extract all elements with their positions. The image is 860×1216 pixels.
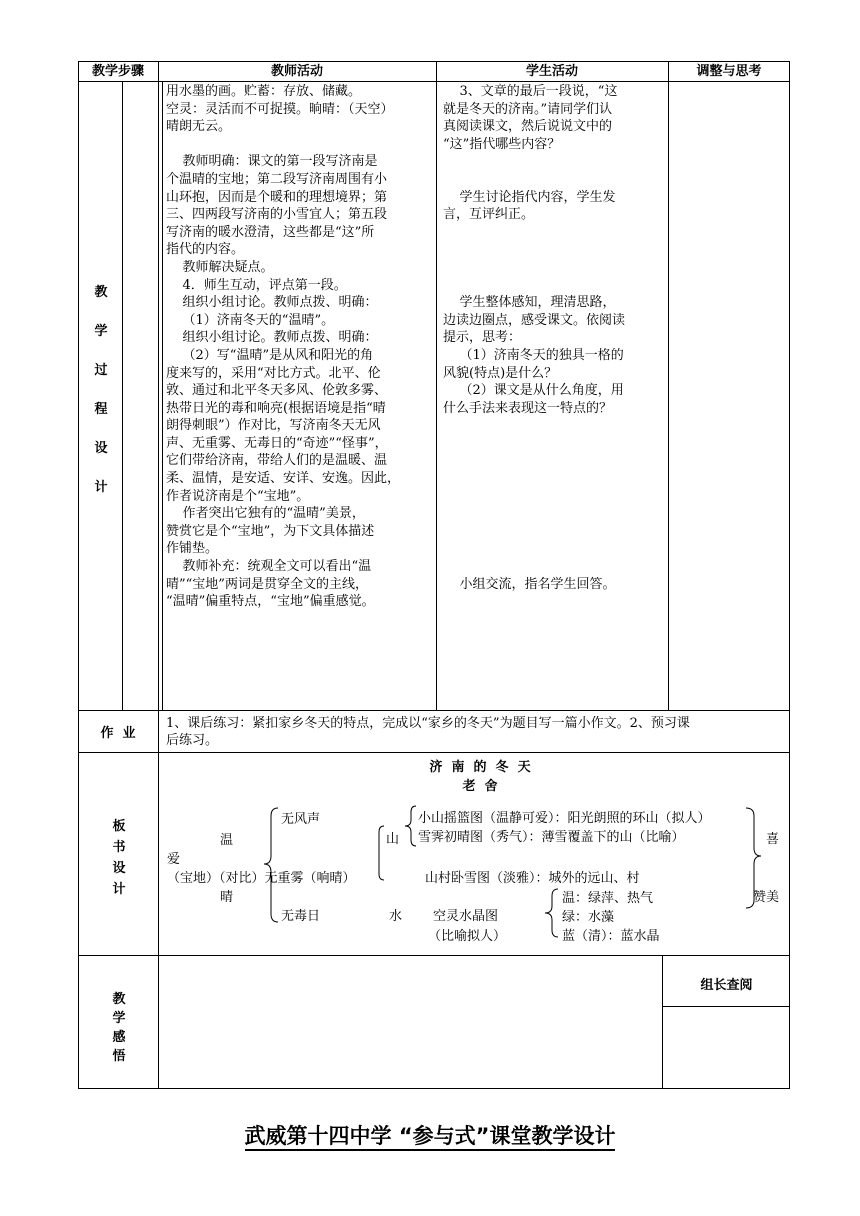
reflection-label-char: 悟 [112,1049,126,1064]
teacher-line: 指代的内容。 [166,242,245,258]
teacher-line: 声、无重雾、无毒日的“奇迹”“怪事”， [166,435,388,451]
student-line: 学生讨论指代内容，学生发 [443,189,616,205]
student-line: （2）课文是从什么角度，用 [443,383,624,399]
footer-title-text: 武威第十四中学 “参与式”课堂教学设计 [245,1124,616,1151]
teacher-line: “温晴”偏重特点，“宝地”偏重感觉。 [166,594,375,610]
header-steps: 教学步骤 [91,64,144,79]
board-xueji: 雪霁初晴图（秀气）：薄雪覆盖下的山（比喻） [418,830,685,845]
teacher-line: 晴”“宝地”两词是贯穿全文的主线， [166,576,368,592]
homework-line1: 1、课后练习：紧扣家乡冬天的特点，完成以“家乡的冬天”为题目写一篇小作文。2、预习课 [166,716,690,731]
footer-title [0,1120,860,1150]
board-shui: 水 [389,909,403,924]
header-teacher: 教师活动 [270,64,323,79]
teacher-line: 组织小组讨论。教师点拨、明确： [166,295,378,311]
student-line: “这”指代哪些内容？ [443,136,561,152]
teacher-line: 组织小组讨论。教师点拨、明确： [166,330,378,346]
board-zanmei: 赞美 [753,890,780,905]
process-label-char: 设 [94,441,108,456]
board-wen: 温 [220,833,234,848]
student-line: （1）济南冬天的独具一格的 [443,347,624,363]
board-baodi: （宝地）（对比）无重雾（响晴） [167,871,356,886]
header-adjust: 调整与思考 [696,64,762,79]
student-line: 小组交流，指名学生回答。 [443,576,616,592]
teacher-line: 赞赏它是个“宝地”，为下文具体描述 [166,523,375,539]
board-label-char: 板 [112,819,126,834]
board-author: 老 舍 [462,779,498,794]
board-ai: 爱 [167,852,181,867]
teacher-line: （2）写“温晴”是从风和阳光的角 [166,347,374,363]
teacher-line: 4．师生互动，评点第一段。 [166,277,347,293]
board-label-char: 设 [112,861,126,876]
board-shan: 山 [386,832,400,847]
board-title: 济 南 的 冬 天 [429,760,531,775]
student-line: 就是冬天的济南。”请同学们认 [443,101,613,117]
teacher-line: 用水墨的画。贮蓄：存放、储藏。 [166,84,362,99]
student-line: 边读边圈点，感受课文。依阅读 [443,312,626,328]
teacher-line: 度来写的，采用“对比方式。北平、伦 [166,365,381,381]
board-lan: 蓝（清）：蓝水晶 [562,929,660,944]
teacher-line: 作者说济南是个“宝地”。 [166,488,310,504]
reflection-label-char: 教 [112,992,126,1007]
teacher-line: 它们带给济南，带给人们的是温暖、温 [166,453,388,469]
process-label-char: 学 [94,324,108,339]
teacher-line: （1）济南冬天的“温晴”。 [166,312,335,328]
board-wuduri: 无毒日 [281,909,321,924]
brace-water [545,889,558,937]
teacher-line: 柔、温情，是安适、安详、安逸。因此， [166,471,401,487]
board-qing: 晴 [220,890,234,905]
teacher-line: 作铺垫。 [166,541,219,557]
process-label-char: 计 [94,480,108,495]
teacher-line: 晴朗无云。 [166,119,232,135]
student-line: 学生整体感知，理清思路， [443,295,616,311]
brace-left-main [264,808,278,922]
process-label-char: 教 [94,285,108,300]
student-line: 3、文章的最后一段说，“这 [443,84,618,99]
teacher-line: 热带日光的毒和响亮(根据语境是指“晴 [166,400,386,416]
teacher-line: 山环抱，因而是个暖和的理想境界；第 [166,189,388,205]
board-label-char: 计 [112,882,126,897]
homework-line2: 后练习。 [166,733,219,748]
header-student: 学生活动 [525,64,578,79]
reflection-label-char: 感 [112,1030,126,1045]
teacher-line: 三、四两段写济南的小雪宜人；第五段 [166,207,388,223]
student-line: 真阅读课文，然后说说文中的 [443,119,613,135]
homework-label: 作 业 [100,726,136,741]
teacher-line: 朗得刺眼”）作对比，写济南冬天无风 [166,418,381,434]
student-line: 风貌(特点)是什么？ [443,365,558,381]
board-label-char: 书 [112,840,126,855]
reflection-label-char: 学 [112,1011,126,1026]
student-line: 什么手法来表现这一特点的？ [443,400,613,416]
teacher-line: 敦、通过和北平冬天多风、伦敦多雾、 [166,383,388,399]
brace-right-main [746,808,761,908]
teacher-line: 教师解决疑点。 [166,259,274,275]
teacher-line: 教师明确：课文的第一段写济南是 [166,154,378,170]
board-kongling: 空灵水晶图 [433,909,499,924]
board-wufengsheng: 无风声 [281,812,321,827]
teacher-line: 空灵：灵活而不可捉摸。晌晴：（天空） [166,101,394,117]
board-wen2: 温：绿萍、热气 [562,891,654,906]
board-biyu: （比喻拟人） [428,929,507,944]
teacher-line: 作者突出它独有的“温晴”美景， [166,506,365,522]
teacher-line: 个温晴的宝地；第二段写济南周围有小 [166,171,388,187]
brace-shan-items [405,806,416,846]
brace-shan [379,826,384,880]
process-label-char: 程 [94,402,108,417]
teacher-line: 教师补充：统观全文可以看出“温 [166,559,372,575]
board-xiaoshan: 小山摇篮图（温静可爱）：阳光朗照的环山（拟人） [418,811,711,826]
process-label-char: 过 [94,363,108,378]
board-shancun: 山村卧雪图（淡雅）：城外的远山、村 [425,871,640,886]
board-lv: 绿：水藻 [562,910,615,925]
student-line: 提示，思考： [443,330,522,346]
student-line: 言，互评纠正。 [443,207,535,223]
board-xi: 喜 [766,832,780,847]
leader-check: 组长查阅 [700,978,753,993]
teacher-line: 写济南的暖水澄清，这些都是“这”所 [166,224,375,240]
